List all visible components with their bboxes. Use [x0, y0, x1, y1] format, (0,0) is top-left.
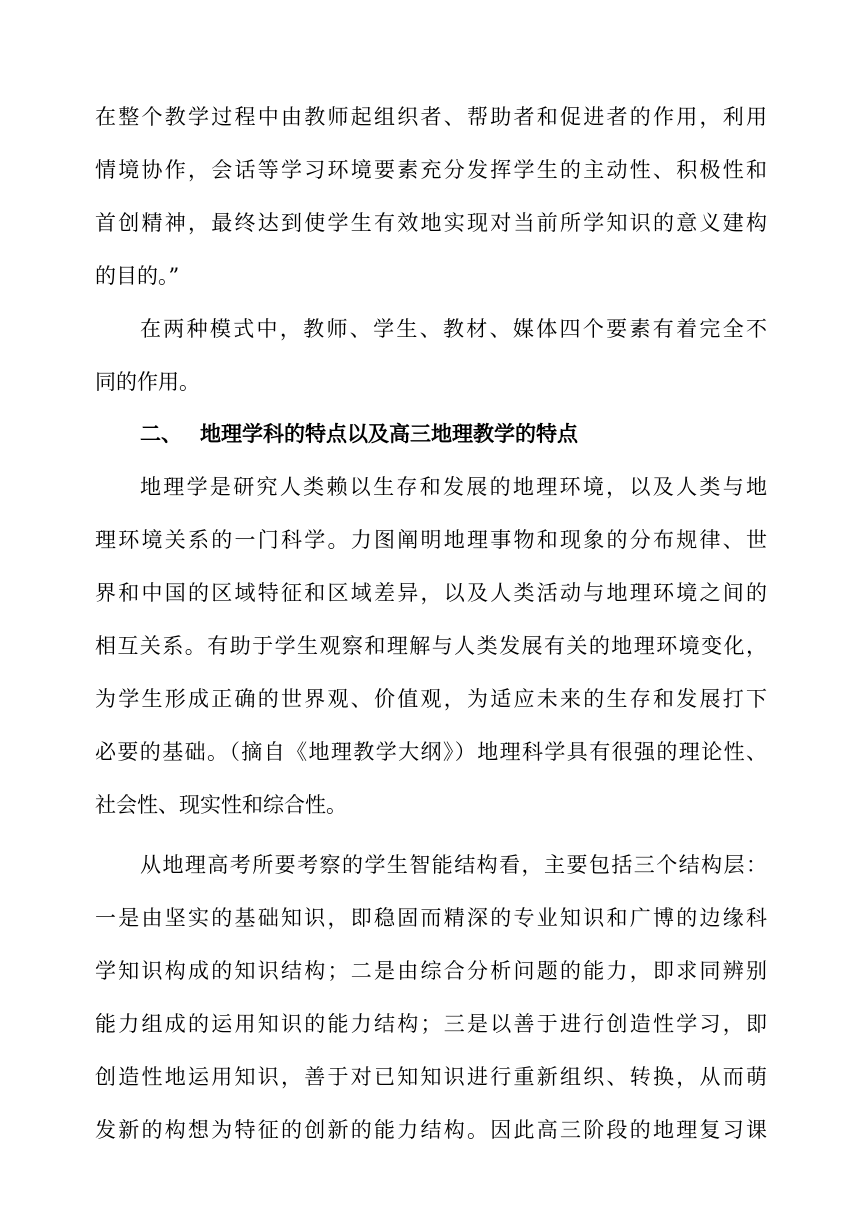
paragraph-3-line-2: 理环境关系的一门科学。力图阐明地理事物和现象的分布规律、世 [95, 528, 767, 552]
paragraph-4-line-4: 能力组成的运用知识的能力结构；三是以善于进行创造性学习，即 [95, 1012, 767, 1036]
paragraph-1-line-2: 情境协作，会话等学习环境要素充分发挥学生的主动性、积极性和 [95, 158, 767, 182]
paragraph-1-line-3: 首创精神，最终达到使学生有效地实现对当前所学知识的意义建构 [95, 211, 767, 235]
paragraph-4-line-2: 一是由坚实的基础知识，即稳固而精深的专业知识和广博的边缘科 [95, 906, 767, 930]
paragraph-3-line-5: 为学生形成正确的世界观、价值观，为适应未来的生存和发展打下 [95, 687, 767, 711]
paragraph-3-line-6: 必要的基础。（摘自《地理教学大纲》）地理科学具有很强的理论性、 [95, 740, 767, 764]
paragraph-3-line-3: 界和中国的区域特征和区域差异，以及人类活动与地理环境之间的 [95, 581, 767, 605]
section-heading-number: 二、 [140, 422, 182, 446]
paragraph-4-line-6: 发新的构想为特征的创新的能力结构。因此高三阶段的地理复习课 [95, 1118, 767, 1142]
paragraph-2-line-1: 在两种模式中，教师、学生、教材、媒体四个要素有着完全不 [140, 317, 767, 341]
paragraph-1-line-4: 的目的。” [95, 264, 180, 288]
paragraph-2-line-2: 同的作用。 [95, 370, 200, 394]
paragraph-4-line-5: 创造性地运用知识，善于对已知知识进行重新组织、转换，从而萌 [95, 1065, 767, 1089]
paragraph-3-line-4: 相互关系。有助于学生观察和理解与人类发展有关的地理环境变化， [95, 634, 767, 658]
paragraph-4-line-1: 从地理高考所要考察的学生智能结构看，主要包括三个结构层： [140, 853, 767, 877]
paragraph-4-line-3: 学知识构成的知识结构；二是由综合分析问题的能力，即求同辨别 [95, 959, 767, 983]
section-heading [140, 417, 767, 451]
paragraph-3-line-1: 地理学是研究人类赖以生存和发展的地理环境，以及人类与地 [140, 475, 767, 499]
paragraph-1-line-1: 在整个教学过程中由教师起组织者、帮助者和促进者的作用，利用 [95, 105, 767, 129]
paragraph-3-line-7: 社会性、现实性和综合性。 [95, 793, 347, 817]
section-heading-title: 地理学科的特点以及高三地理教学的特点 [200, 422, 578, 446]
